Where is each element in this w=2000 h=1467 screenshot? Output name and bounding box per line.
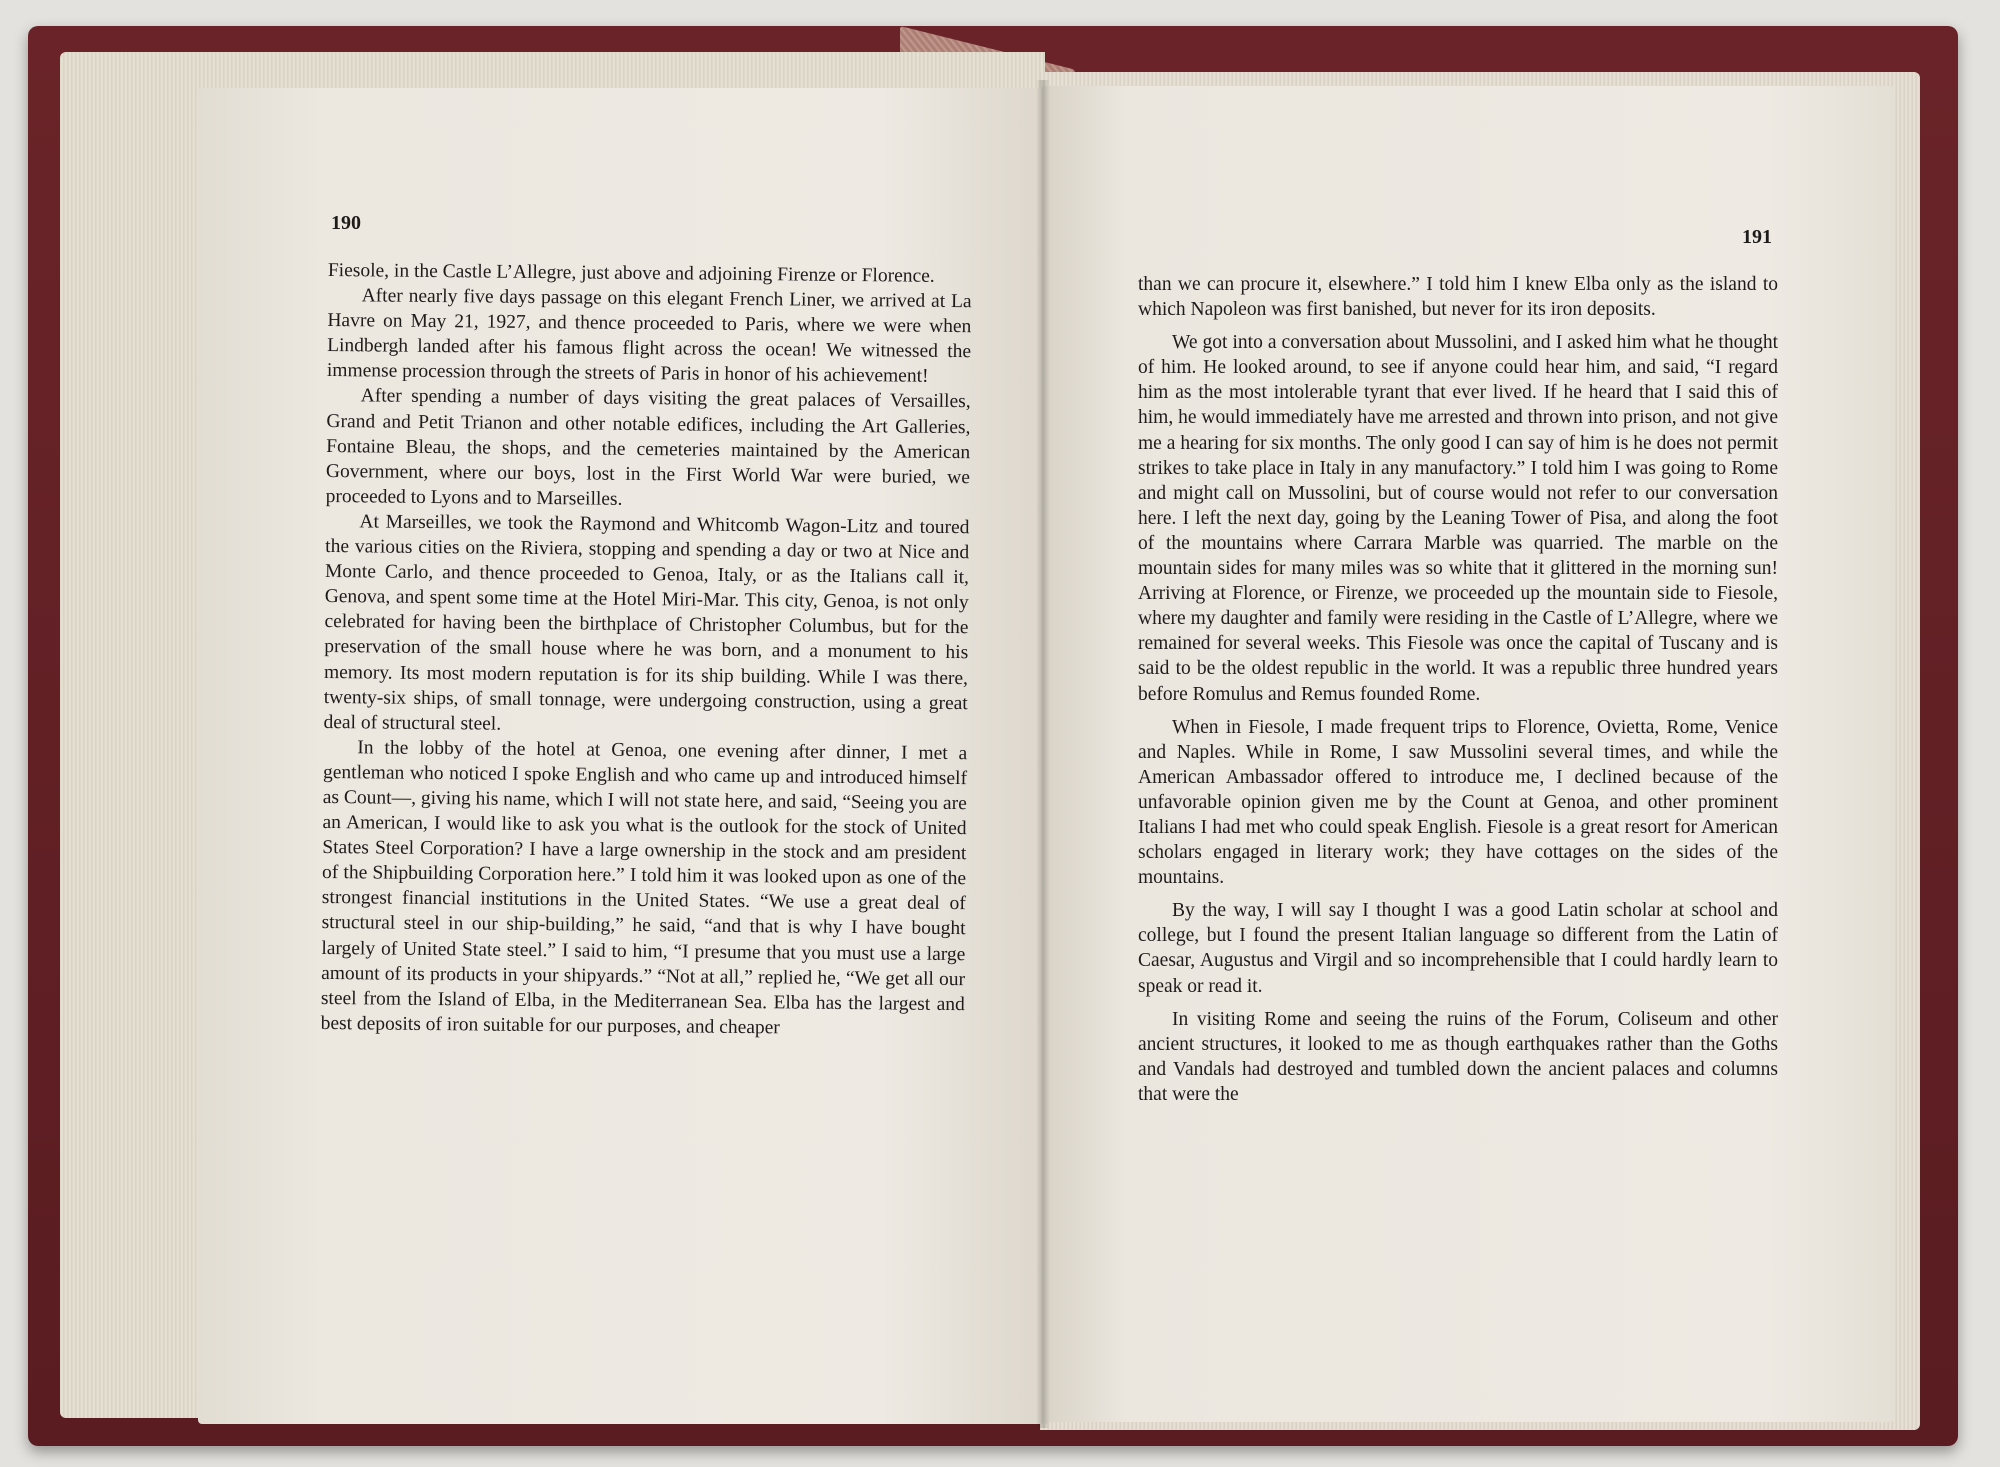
paragraph: than we can procure it, elsewhere.” I told him I knew Elba only as the island to which Napoleon was first banished, but never for its iron deposits. bbox=[1138, 274, 1778, 321]
paragraph: When in Fiesole, I made frequent trips to Florence, Ovietta, Rome, Venice and Naples. While in Rome, I saw Mussolini several times, and while the American Ambassador offered to introduce me, I declined because of the unfavorable opinion given me by the Count at Genoa, and other prominent Italians I had met who could speak English. Fiesole is a great resort for American scholars engaged in literary work; they have cottages on the sides of the mountains. bbox=[1138, 716, 1778, 889]
paragraph: Fiesole, in the Castle L’Allegre, just above and adjoining Firenze or Florence. bbox=[327, 259, 935, 287]
paragraph: At Marseilles, we took the Raymond and Whitcomb Wagon-Litz and toured the various cities on the Riviera, stopping and spending a day or two at Nice and Monte Carlo, and thence proceeded to Genoa, Italy, or as the Italians call it, Genova, and spent some time at the Hotel Miri-Mar. This city, Genoa, is not only celebrated for having been the birthplace of Christopher Columbus, but for the preservation of the small house where he was born, and a monument to his memory. Its most modern reputation is for its ship building. While I was there, twenty-six ships, of small tonnage, were undergoing construction, using a great deal of structural steel. bbox=[323, 511, 970, 735]
paragraph: After nearly five days passage on this elegant French Liner, we arrived at La Havre on May 21, 1927, and thence proceeded to Paris, where we were when Lindbergh landed after his famous flight across the ocean! We witnessed the immense procession through the streets of Paris in honor of his achievement! bbox=[326, 285, 972, 388]
paragraph: In visiting Rome and seeing the ruins of the Forum, Coliseum and other ancient structures, it looked to me as though earthquakes rather than the Goths and Vandals had destroyed and tumbled down the ancient palaces and columns that were the bbox=[1138, 1008, 1778, 1105]
paragraph: In the lobby of the hotel at Genoa, one evening after dinner, I met a gentleman who noticed I spoke English and who came up and introduced himself as Count—, giving his name, which I will not state here, and said, “Seeing you are an American, I would like to ask you what is the outlook for the stock of United States Steel Corporation? I have a large ownership in the stock and am president of the Shipbuilding Corporation here.” I told him it was looked upon as one of the strongest financial institutions in the United States. “We use a great deal of structural steel in our ship-building,” he said, “and that is why I have bought largely of United State steel.” I said to him, “I presume that you must use a large amount of its products in your shipyards.” “Not at all,” replied he, “We get all our steel from the Island of Elba, in the Mediterranean Sea. Elba has the largest and best deposits of iron suitable for our purposes, and cheaper bbox=[320, 737, 968, 1039]
page-number-left: 190 bbox=[331, 212, 361, 234]
right-page-text bbox=[1138, 272, 1778, 1115]
paragraph: By the way, I will say I thought I was a good Latin scholar at school and college, but I found the present Italian language so different from the Latin of Caesar, Augustus and Virgil and so incomprehensible that I could hardly learn to speak or read it. bbox=[1138, 900, 1778, 997]
paragraph: We got into a conversation about Mussolini, and I asked him what he thought of him. He looked around, to see if anyone could hear him, and said, “I regard him as the most intolerable tyrant that ever lived. If he heard that I said this of him, he would immediately have me arrested and thrown into prison, and not give me a hearing for six months. The only good I can say of him is he does not permit strikes to take place in Italy in any manufactory.” I told him I was going to Rome and might call on Mussolini, but of course would not refer to our conversation here. I left the next day, going by the Leaning Tower of Pisa, and along the foot of the mountains where Carrara Marble was quarried. The marble on the mountain sides for many miles was so white that it glittered in the morning sun! Arriving at Florence, or Firenze, we proceeded up the mountain side to Fiesole, where my daughter and family were residing in the Castle of L’Allegre, where we remained for several weeks. This Fiesole was once the capital of Tuscany and is said to be the oldest republic in the world. It was a republic three hundred years before Romulus and Remus founded Rome. bbox=[1138, 332, 1778, 705]
page-number-right: 191 bbox=[1742, 226, 1772, 248]
left-page-text bbox=[321, 258, 972, 1042]
paragraph: After spending a number of days visiting the great palaces of Versailles, Grand and Petit Trianon and other notable edifices, including the Art Galleries, Fontaine Bleau, the shops, and the cemeteries maintained by the American Government, where our boys, lost in the First World War were buried, we proceeded to Lyons and to Marseilles. bbox=[325, 385, 971, 510]
book-gutter bbox=[1036, 80, 1050, 1428]
